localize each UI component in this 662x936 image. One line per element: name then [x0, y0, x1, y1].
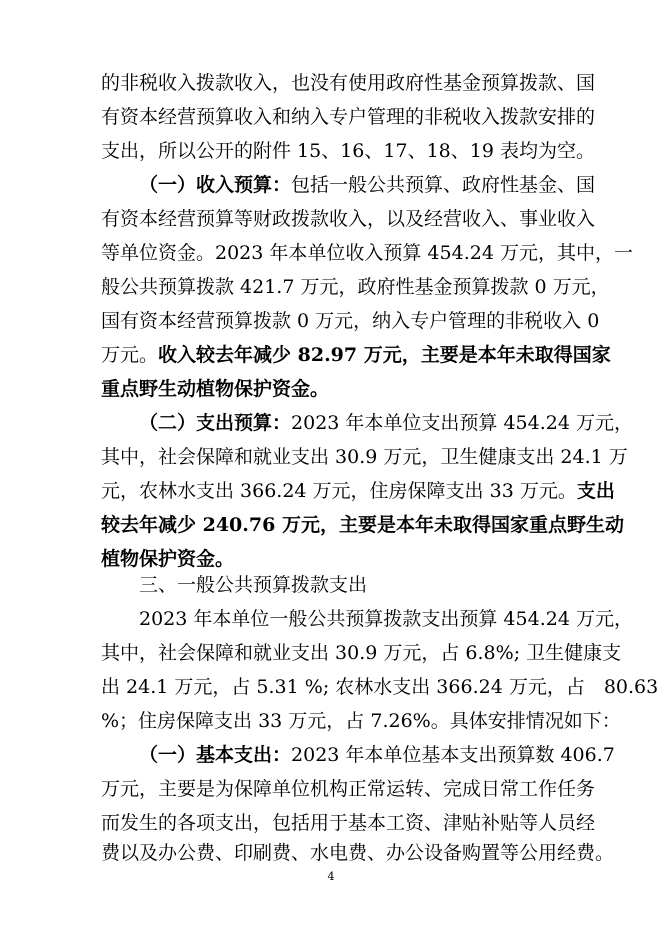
body-text-line: 而发生的各项支出，包括用于基本工资、津贴补贴等人员经 — [101, 812, 596, 834]
body-text-line: 出 24.1 万元，占 5.31 %; 农林水支出 366.24 万元，占 80.63 — [101, 676, 659, 698]
body-text-line: 2023 年本单位一般公共预算拨款支出预算 454.24 万元， — [139, 608, 633, 630]
income-budget-line — [139, 170, 596, 200]
page-number: 4 — [327, 870, 335, 883]
body-text-line: 国有资本经营预算拨款 0 万元，纳入专户管理的非税收入 0 — [101, 310, 600, 332]
body-text-line: 的非税收入拨款收入，也没有使用政府性基金预算拨款、国 — [101, 72, 596, 94]
section-heading: 三、一般公共预算拨款支出 — [139, 574, 368, 596]
body-text: 万元。 — [101, 344, 159, 366]
expense-budget-label: （二）支出预算： — [139, 412, 292, 434]
income-change-text: 重点野生动植物保护资金。 — [101, 378, 330, 400]
body-text: 包括一般公共预算、政府性基金、国 — [291, 174, 596, 196]
body-text: 2023 年本单位基本支出预算数 406.7 — [291, 744, 615, 766]
body-text-line: %；住房保障支出 33 万元，占 7.26%。具体安排情况如下： — [101, 710, 621, 732]
body-text-line: 支出，所以公开的附件 15、16、17、18、19 表均为空。 — [101, 140, 595, 162]
body-text-line: 其中，社会保障和就业支出 30.9 万元，占 6.8%; 卫生健康支 — [101, 642, 622, 664]
basic-expense-line — [139, 740, 615, 770]
body-text-line: 有资本经营预算收入和纳入专户管理的非税收入拨款安排的 — [101, 106, 596, 128]
income-budget-label: （一）收入预算： — [139, 174, 292, 196]
body-text-line: 般公共预算拨款 421.7 万元，政府性基金预算拨款 0 万元， — [101, 276, 610, 298]
body-text-line: 有资本经营预算等财政拨款收入，以及经营收入、事业收入 — [101, 208, 596, 230]
expense-change-text: 植物保护资金。 — [101, 548, 235, 570]
body-text-line: 等单位资金。2023 年本单位收入预算 454.24 万元，其中，一 — [101, 242, 633, 264]
body-text-line: 其中，社会保障和就业支出 30.9 万元，卫生健康支出 24.1 万 — [101, 446, 628, 468]
body-text-line: 万元，主要是为保障单位机构正常运转、完成日常工作任务 — [101, 778, 596, 800]
expense-change-line — [101, 476, 615, 506]
income-change-line — [101, 340, 611, 370]
expense-change-text: 较去年减少 240.76 万元，主要是本年未取得国家重点野生动 — [101, 514, 624, 536]
body-text: 2023 年本单位支出预算 454.24 万元， — [291, 412, 633, 434]
basic-expense-label: （一）基本支出： — [139, 744, 292, 766]
expense-budget-line — [139, 408, 633, 438]
body-text: 元，农林水支出 366.24 万元，住房保障支出 33 万元。 — [101, 480, 577, 502]
expense-change-text: 支出 — [576, 480, 615, 502]
income-change-text: 收入较去年减少 82.97 万元，主要是本年未取得国家 — [158, 344, 611, 366]
body-text-line: 费以及办公费、印刷费、水电费、办公设备购置等公用经费。 — [101, 842, 615, 864]
